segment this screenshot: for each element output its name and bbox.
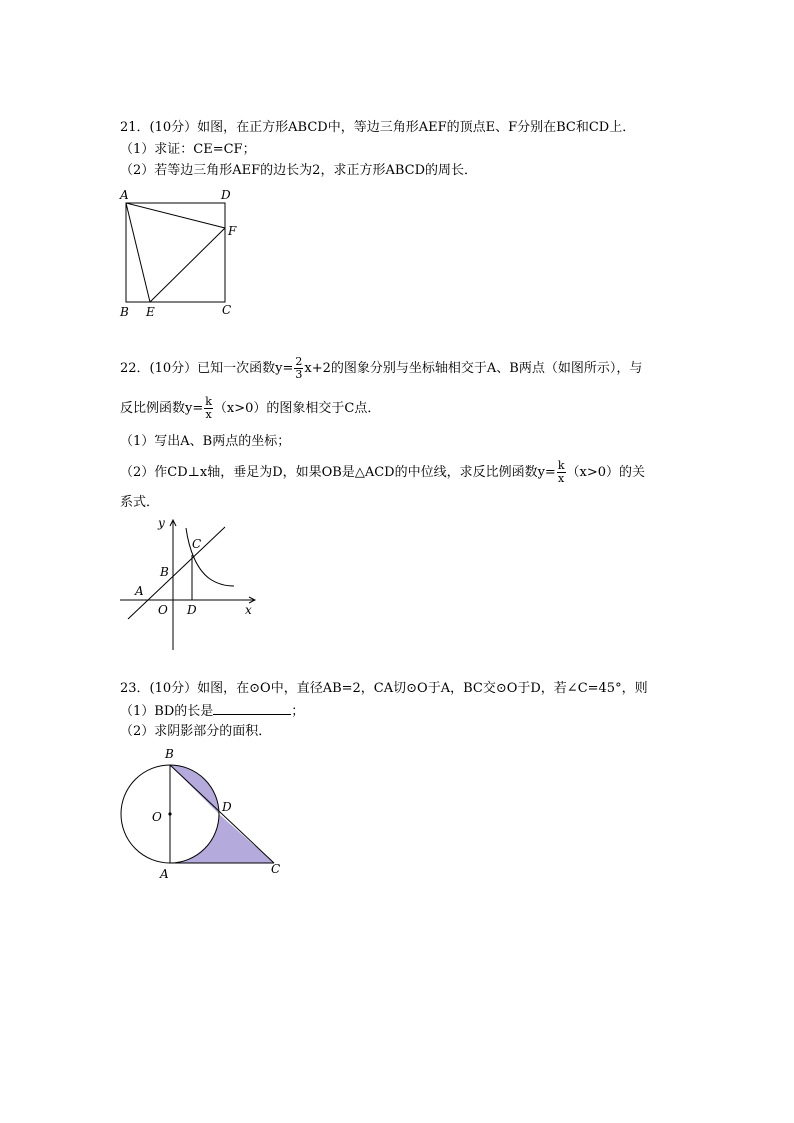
q23-part2: （2）求阴影部分的面积． xyxy=(120,724,272,739)
q22-line2-a: 反比例函数y= xyxy=(120,401,204,416)
q22-stem-b: x+2的图象分别与坐标轴相交于A、B两点（如图所示），与 xyxy=(304,361,643,376)
segment-ef xyxy=(150,228,225,302)
shaded-region-adc xyxy=(170,814,274,863)
label-c: C xyxy=(192,537,202,551)
label-a: A xyxy=(160,867,169,881)
q23-stem: 23．(10分）如图，在⊙O中，直径AB=2，CA切⊙O于A，BC交⊙O于D，若∠C=45°，则 xyxy=(120,681,648,696)
q22-figure xyxy=(115,515,265,655)
q23-figure xyxy=(115,745,290,885)
label-d: D xyxy=(222,800,232,814)
q21-stem: 21．(10分）如图，在正方形ABCD中，等边三角形AEF的顶点E、F分别在BC和CD上． xyxy=(120,120,636,135)
frac1-den: 3 xyxy=(295,368,303,381)
q22-line2-b: （x>0）的图象相交于C点． xyxy=(213,401,381,416)
q22-part1: （1）写出A、B两点的坐标； xyxy=(120,434,291,449)
segment-ae xyxy=(126,203,150,302)
q23-part1-b: ； xyxy=(291,704,305,719)
q22-part2-a: （2）作CD⊥x轴，垂足为D，如果OB是△ACD的中位线，求反比例函数y= xyxy=(120,465,556,480)
label-o: O xyxy=(158,603,168,617)
q22-stem xyxy=(120,356,642,381)
label-b: B xyxy=(165,747,174,761)
label-c: C xyxy=(271,862,281,876)
linear-graph xyxy=(128,527,225,619)
center-point xyxy=(168,812,171,815)
label-x: x xyxy=(245,603,252,617)
q22-line2 xyxy=(120,396,380,421)
label-o: O xyxy=(152,810,162,824)
segment-af xyxy=(126,203,225,228)
q21-part2: （2）若等边三角形AEF的边长为2，求正方形ABCD的周长． xyxy=(120,163,477,178)
frac2-num: k xyxy=(205,395,212,408)
q21-part1: （1）求证：CE=CF； xyxy=(120,142,256,157)
fraction-k-x xyxy=(204,396,213,421)
square-abcd xyxy=(126,203,225,302)
label-b: B xyxy=(120,305,129,319)
q21-figure xyxy=(115,183,265,323)
frac1-num: 2 xyxy=(295,355,303,368)
label-y: y xyxy=(158,516,165,530)
label-f: F xyxy=(228,224,237,238)
q23-part1 xyxy=(120,702,304,721)
fraction-2-3 xyxy=(294,356,303,381)
q22-part2-c: 系式． xyxy=(120,495,160,510)
label-d: D xyxy=(221,188,231,202)
frac2-den: x xyxy=(205,408,212,421)
answer-blank[interactable] xyxy=(213,702,291,715)
label-c: C xyxy=(222,303,232,317)
frac3-num: k xyxy=(557,459,565,472)
label-b: B xyxy=(160,565,169,579)
frac3-den: x xyxy=(558,472,565,485)
fraction-k-x-2 xyxy=(557,460,566,485)
q23-part1-a: （1）BD的长是 xyxy=(120,704,214,719)
label-a: A xyxy=(135,584,144,598)
label-a: A xyxy=(120,188,129,202)
label-e: E xyxy=(146,305,155,319)
q22-part2-b: （x>0）的关 xyxy=(566,465,645,480)
q22-stem-a: 22．(10分）已知一次函数y= xyxy=(120,361,294,376)
label-d: D xyxy=(187,603,197,617)
q22-part2 xyxy=(120,460,645,485)
